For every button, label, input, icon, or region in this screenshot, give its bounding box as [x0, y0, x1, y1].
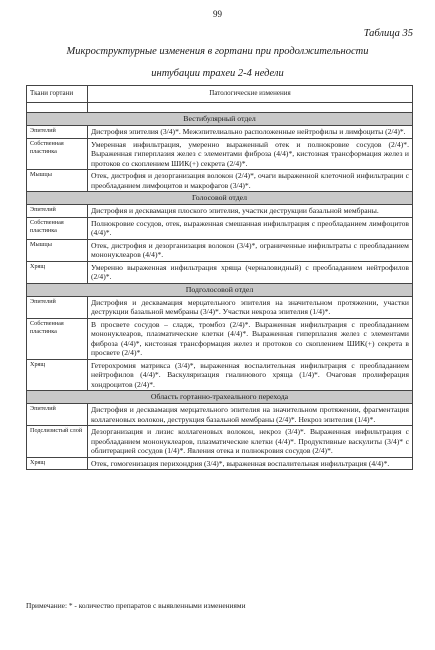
section-header-row [27, 283, 413, 296]
section-header-row [27, 192, 413, 205]
table-row [27, 318, 413, 359]
table-row [27, 217, 413, 239]
changes-cell: Дистрофия и десквамация плоского эпителия, участки деструкции базальной мембраны. [88, 205, 413, 218]
section-title: Голосовой отдел [27, 192, 413, 205]
page-number: 99 [213, 9, 222, 19]
table-row [27, 138, 413, 170]
tissue-cell: Собственная пластинка [27, 318, 88, 359]
header-spacer-row [27, 103, 413, 113]
table-row [27, 457, 413, 470]
tissue-cell: Хрящ [27, 359, 88, 391]
table-title-line-2: интубации трахеи 2-4 недели [151, 68, 284, 79]
tissue-cell: Подслизистый слой [27, 426, 88, 458]
changes-cell: Дистрофия и десквамация мерцательного эпителия на значительном протяжении, участки деструкции базальной мембраны (3/4)*. Участки некроза эпителия (1/4)*. [88, 296, 413, 318]
changes-cell: Отек, дистрофия и дезорганизация волокон (2/4)*, очаги выраженной клеточной инфильтрации с преобладанием лимфоцитов и макрофагов (3/4)*. [88, 170, 413, 192]
changes-cell: Отек, дистрофия и дезорганизация волокон (3/4)*, ограниченные инфильтраты с преобладанием мононуклеаров (4/4)*. [88, 239, 413, 261]
tissue-cell: Эпителий [27, 296, 88, 318]
pathology-table [26, 85, 413, 470]
header-changes: Патологические изменения [88, 86, 413, 103]
table-footnote: Примечание: * - количество препаратов с выявленными изменениями [26, 601, 246, 610]
section-header-row [27, 113, 413, 126]
changes-cell: В просвете сосудов – сладж, тромбоз (2/4)*. Выраженная инфильтрация с преобладанием мононуклеаров, плазматические клетки (4/4)*. Выраженная гиперплазия желез с элементами фиброза (4/4)*, кистозная трансформация желез и протоков со скоплением ШИК(+) секрета в просвете (2/4)*. [88, 318, 413, 359]
changes-cell: Дистрофия эпителия (3/4)*. Межэпителиально расположенные нейтрофилы и лимфоциты (2/4)*. [88, 126, 413, 139]
tissue-cell: Эпителий [27, 126, 88, 139]
table-row [27, 170, 413, 192]
table-row [27, 359, 413, 391]
changes-cell: Умеренно выраженная инфильтрация хряща (черналовидный) с преобладанием нейтрофилов (2/4)*. [88, 261, 413, 283]
table-row [27, 205, 413, 218]
table-body [27, 86, 413, 470]
tissue-cell: Хрящ [27, 261, 88, 283]
table-title [40, 41, 395, 85]
tissue-cell: Мышцы [27, 170, 88, 192]
section-title: Область гортанно-трахеального перехода [27, 391, 413, 404]
tissue-cell: Эпителий [27, 205, 88, 218]
changes-cell: Гетерохромия матрикса (3/4)*, выраженная воспалительная инфильтрация с преобладанием нейтрофилов (4/4)*. Васкуляризация гиалинового хряща (1/4)*. Очаговая пролиферация хондроцитов (2/4)*. [88, 359, 413, 391]
table-row [27, 126, 413, 139]
section-title: Вестибулярный отдел [27, 113, 413, 126]
table-title-line-1: Микроструктурные изменения в гортани при продолжительности [66, 46, 369, 57]
tissue-cell: Эпителий [27, 404, 88, 426]
table-row [27, 261, 413, 283]
changes-cell: Дезорганизация и лизис коллагеновых волокон, некроз (3/4)*. Выраженная инфильтрация с преобладанием мононуклеаров, плазматические клетки (4/4)*. Продуктивные васкулиты (3/4)* с облитерацией сосудов (1/4)*. Явления отека и полнокровия сосудов (2/4)*. [88, 426, 413, 458]
section-title: Подголосовой отдел [27, 283, 413, 296]
changes-cell: Дистрофия и десквамация мерцательного эпителия на значительном протяжении, фрагментация коллагеновых волокон, деструкция базальной мембраны (2/4)*. Некроз эпителия (1/4)*. [88, 404, 413, 426]
table-row [27, 239, 413, 261]
table-row [27, 426, 413, 458]
table-row [27, 296, 413, 318]
header-tissue: Ткани гортани [27, 86, 88, 103]
tissue-cell: Хрящ [27, 457, 88, 470]
changes-cell: Отек, гомогенизация перихондрия (3/4)*, выраженная воспалительная инфильтрация (4/4)*. [88, 457, 413, 470]
section-header-row [27, 391, 413, 404]
table-row [27, 404, 413, 426]
changes-cell: Полнокровие сосудов, отек, выраженная смешанная инфильтрация с преобладанием лимфоцитов (4/4)*. [88, 217, 413, 239]
changes-cell: Умеренная инфильтрация, умеренно выраженный отек и полнокровие сосудов (2/4)*. Выраженная гиперплазия желез с элементами фиброза (4/4)*, кистозная трансформация желез и протоков со скоплением ШИК(+) секрета (2/4)*. [88, 138, 413, 170]
tissue-cell: Собственная пластинка [27, 138, 88, 170]
tissue-cell: Собственная пластинка [27, 217, 88, 239]
table-label: Таблица 35 [363, 28, 413, 39]
tissue-cell: Мышцы [27, 239, 88, 261]
table-header-row [27, 86, 413, 103]
